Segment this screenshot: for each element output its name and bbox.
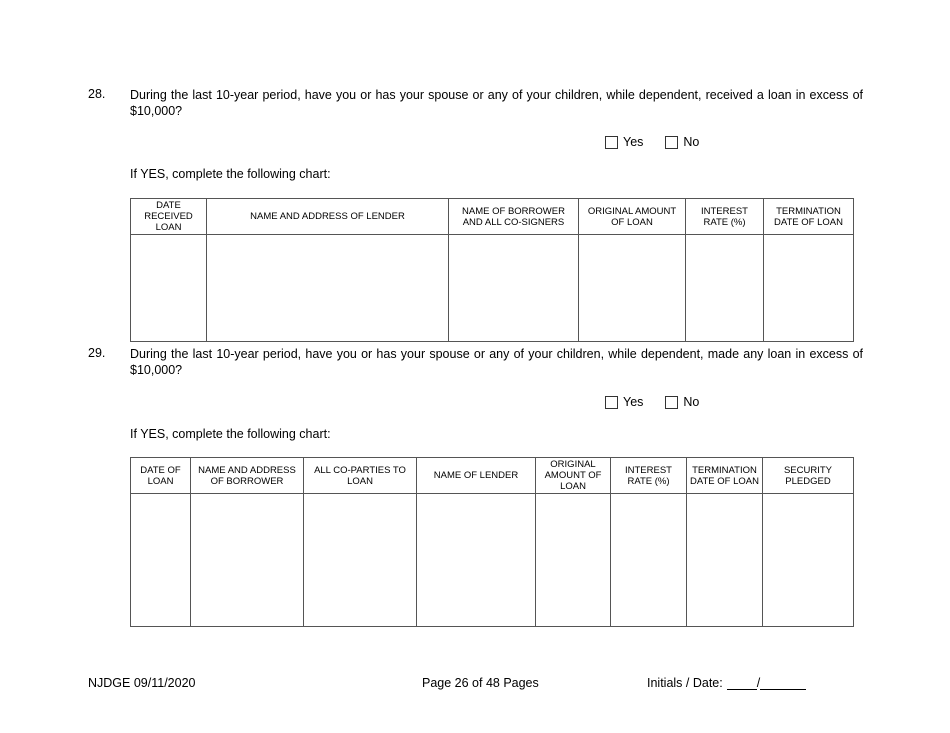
initials-date-separator: / [756,676,761,690]
q29-header-lender: NAME OF LENDER [417,458,536,494]
q29-yes-label: Yes [623,395,644,409]
q28-if-yes-instruction: If YES, complete the following chart: [130,167,331,181]
q29-cell-security[interactable] [763,494,854,627]
q28-header-termination: TERMINATION DATE OF LOAN [764,199,854,235]
q28-cell-borrower[interactable] [449,235,579,342]
q28-header-interest: INTEREST RATE (%) [686,199,764,235]
q28-cell-lender[interactable] [207,235,449,342]
q29-header-termination: TERMINATION DATE OF LOAN [687,458,763,494]
q28-cell-date-received[interactable] [131,235,207,342]
q29-yes-option[interactable] [605,395,643,409]
q28-cell-amount[interactable] [579,235,686,342]
q29-no-checkbox[interactable] [665,396,678,409]
q28-loan-received-table [130,198,854,342]
q28-no-option[interactable] [665,135,699,149]
q29-header-interest: INTEREST RATE (%) [611,458,687,494]
q28-yes-option[interactable] [605,135,643,149]
q29-header-amount: ORIGINAL AMOUNT OF LOAN [536,458,611,494]
q29-no-label: No [683,395,700,409]
footer-page-number: Page 26 of 48 Pages [422,676,539,690]
q29-header-date: DATE OF LOAN [131,458,191,494]
initials-blank[interactable] [727,676,757,690]
date-blank[interactable] [760,676,806,690]
q29-yes-checkbox[interactable] [605,396,618,409]
q28-header-date-received: DATE RECEIVED LOAN [131,199,207,235]
question-28-answer [605,135,721,149]
q28-cell-interest[interactable] [686,235,764,342]
q29-cell-co-parties[interactable] [304,494,417,627]
q28-header-borrower: NAME OF BORROWER AND ALL CO-SIGNERS [449,199,579,235]
q28-no-label: No [683,135,700,149]
q29-header-borrower: NAME AND ADDRESS OF BORROWER [191,458,304,494]
q29-cell-date[interactable] [131,494,191,627]
q28-yes-label: Yes [623,135,644,149]
footer-initials-date [647,676,806,690]
q28-header-lender: NAME AND ADDRESS OF LENDER [207,199,449,235]
footer-form-id: NJDGE 09/11/2020 [88,676,196,690]
q29-cell-borrower[interactable] [191,494,304,627]
q28-no-checkbox[interactable] [665,136,678,149]
q29-if-yes-instruction: If YES, complete the following chart: [130,427,331,441]
q29-cell-lender[interactable] [417,494,536,627]
question-29-number: 29. [88,346,106,360]
q29-no-option[interactable] [665,395,699,409]
q28-header-amount: ORIGINAL AMOUNT OF LOAN [579,199,686,235]
q29-cell-amount[interactable] [536,494,611,627]
q28-yes-checkbox[interactable] [605,136,618,149]
q29-loan-made-table [130,457,854,627]
table-row [131,235,854,342]
q29-cell-termination[interactable] [687,494,763,627]
q28-cell-termination[interactable] [764,235,854,342]
question-28-number: 28. [88,87,106,101]
initials-date-label: Initials / Date: [647,676,723,690]
q29-header-co-parties: ALL CO-PARTIES TO LOAN [304,458,417,494]
table-row [131,494,854,627]
question-29-text: During the last 10-year period, have you or has your spouse or any of your children, while dependent, made any loan in excess of $10,000? [130,347,863,377]
question-28-text: During the last 10-year period, have you or has your spouse or any of your children, while dependent, received a loan in excess of $10,000? [130,88,863,118]
q29-cell-interest[interactable] [611,494,687,627]
q29-header-security: SECURITY PLEDGED [763,458,854,494]
question-29-answer [605,395,721,409]
